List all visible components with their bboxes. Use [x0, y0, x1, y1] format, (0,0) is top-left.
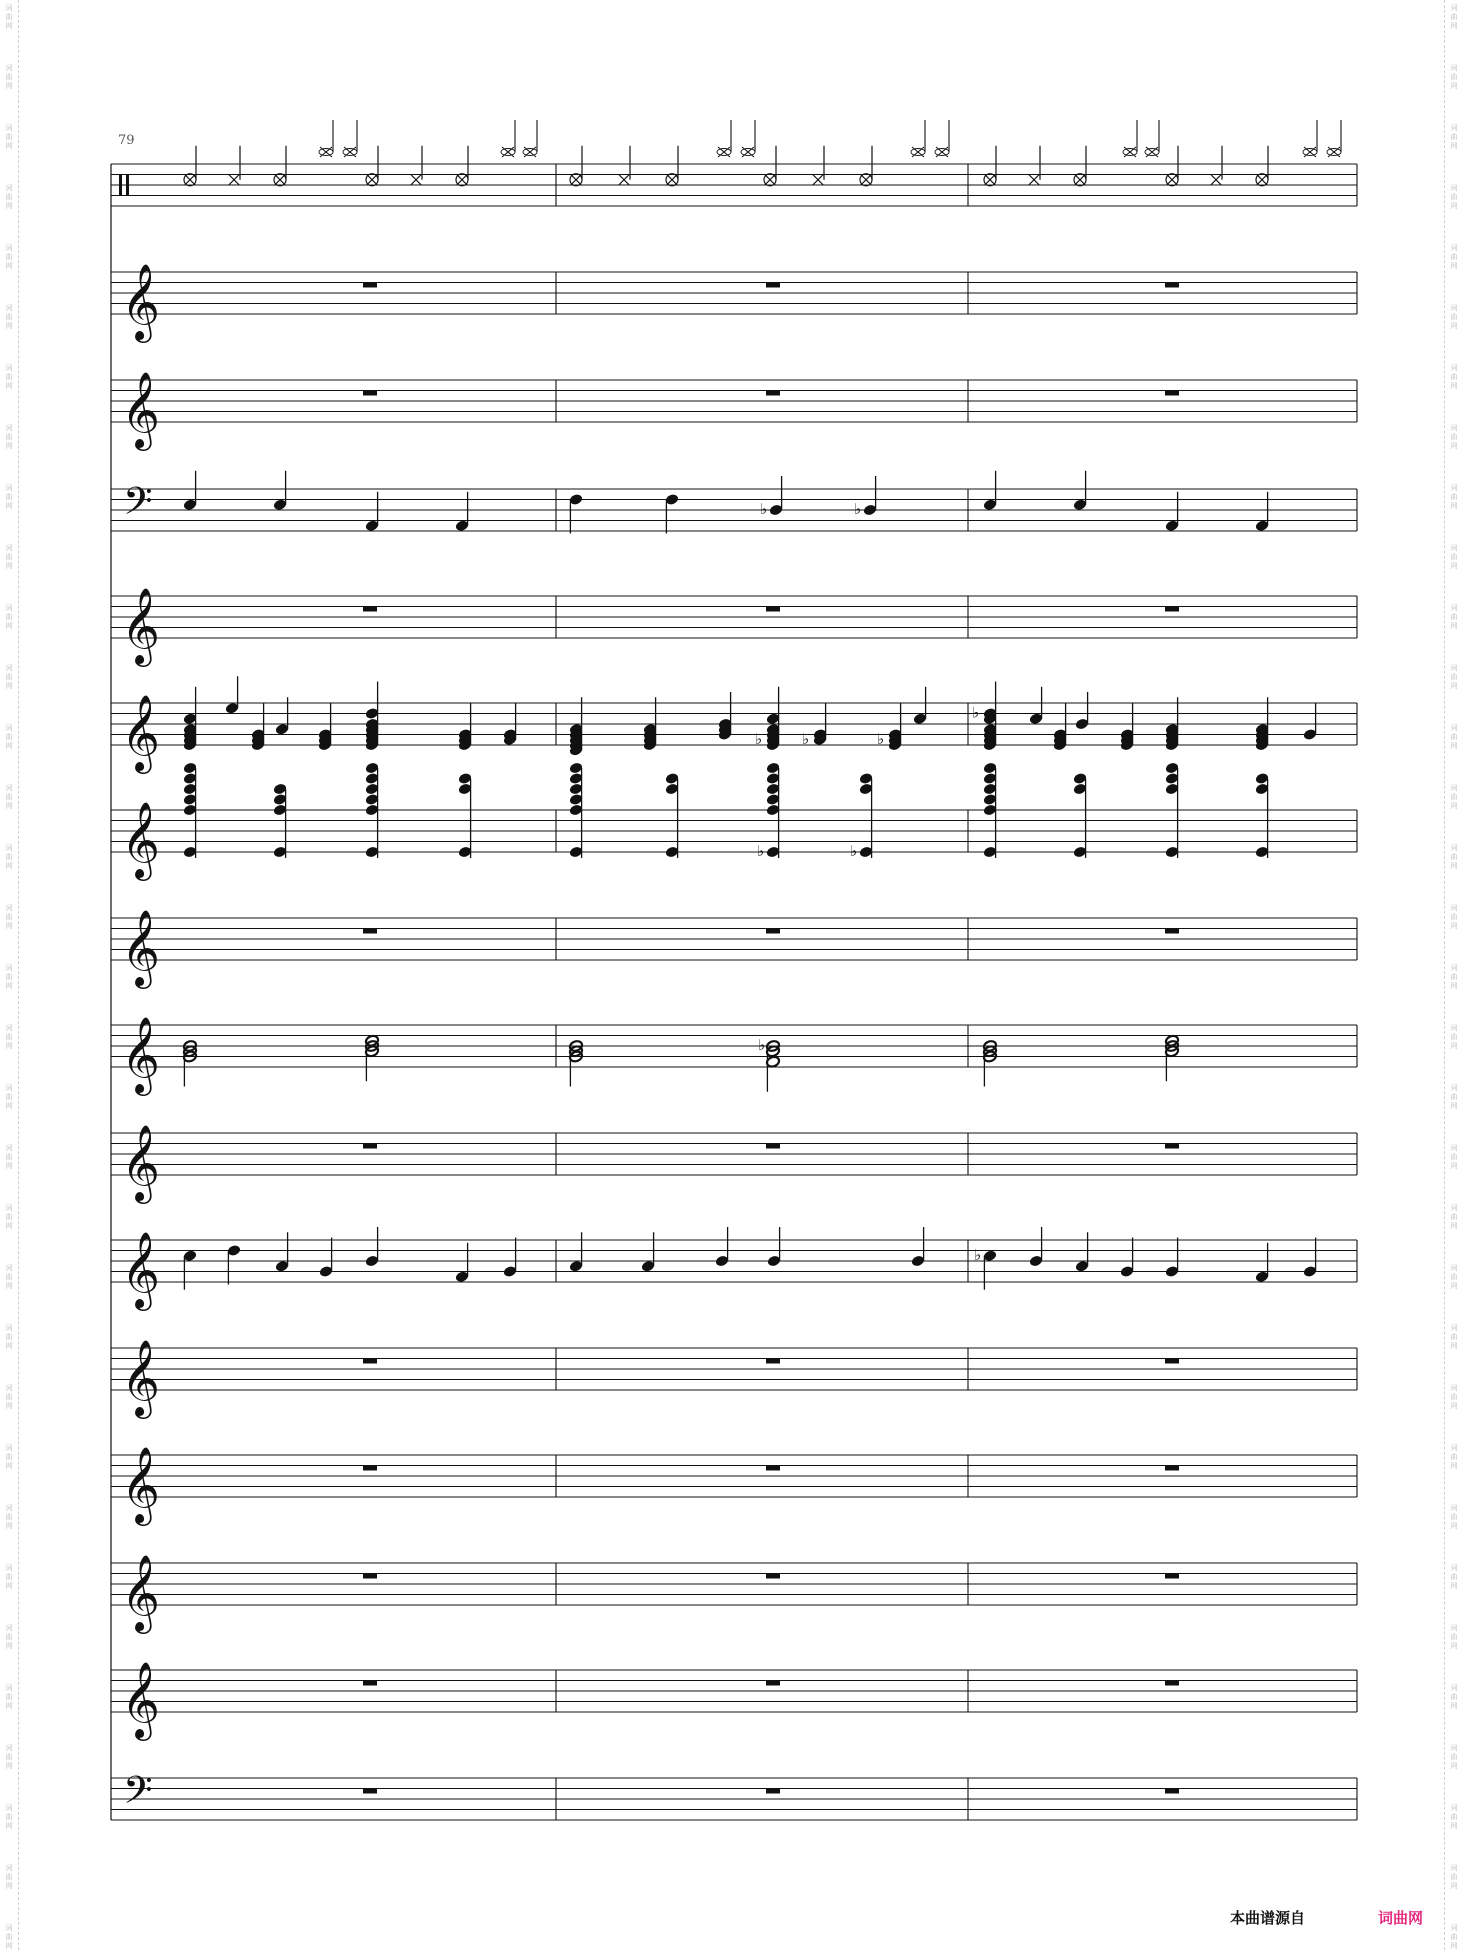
whole-rest [766, 283, 780, 288]
whole-rest [1165, 1144, 1179, 1149]
flat-sign: ♭ [850, 842, 858, 860]
whole-rest [1165, 1789, 1179, 1794]
watermark-mark: 词 曲 网 [1450, 964, 1458, 990]
watermark-mark: 词 曲 网 [5, 1924, 13, 1950]
watermark-mark: 词 曲 网 [5, 1264, 13, 1290]
percussion-clef [119, 175, 122, 196]
watermark-mark: 词 曲 网 [1450, 1324, 1458, 1350]
whole-rest [766, 1574, 780, 1579]
watermark-mark: 词 曲 网 [5, 1144, 13, 1170]
watermark-mark: 词 曲 网 [5, 424, 13, 450]
watermark-mark: 词 曲 网 [1450, 1804, 1458, 1830]
whole-rest [1165, 1466, 1179, 1471]
watermark-mark: 词 曲 网 [5, 1804, 13, 1830]
measure-number: 79 [118, 133, 135, 148]
watermark-mark: 词 曲 网 [5, 1684, 13, 1710]
watermark-mark: 词 曲 网 [1450, 124, 1458, 150]
whole-rest [766, 1681, 780, 1686]
whole-rest [766, 1144, 780, 1149]
watermark-mark: 词 曲 网 [5, 364, 13, 390]
whole-rest [766, 929, 780, 934]
watermark-mark: 词 曲 网 [5, 64, 13, 90]
treble-clef: 𝄞 [121, 1016, 161, 1093]
watermark-mark: 词 曲 网 [1450, 1444, 1458, 1470]
flat-sign: ♭ [854, 500, 862, 518]
whole-rest [1165, 391, 1179, 396]
whole-rest [766, 1466, 780, 1471]
watermark-mark: 词 曲 网 [5, 124, 13, 150]
footer-site-link[interactable]: 词曲网 [1378, 1909, 1424, 1927]
watermark-mark: 词 曲 网 [5, 304, 13, 330]
watermark-mark: 词 曲 网 [1450, 424, 1458, 450]
flat-sign: ♭ [755, 729, 763, 748]
treble-clef: 𝄞 [121, 909, 161, 986]
whole-rest [363, 1681, 377, 1686]
whole-rest [766, 391, 780, 396]
watermark-mark: 词 曲 网 [5, 244, 13, 270]
flat-sign: ♭ [802, 729, 810, 748]
watermark-mark: 词 曲 网 [1450, 1864, 1458, 1890]
treble-clef: 𝄞 [121, 1124, 161, 1201]
flat-sign: ♭ [757, 842, 765, 860]
watermark-mark: 词 曲 网 [1450, 1384, 1458, 1410]
watermark-mark: 词 曲 网 [5, 844, 13, 870]
watermark-mark: 词 曲 网 [1450, 844, 1458, 870]
watermark-mark: 词 曲 网 [1450, 1684, 1458, 1710]
whole-rest [1165, 929, 1179, 934]
watermark-mark: 词 曲 网 [5, 1024, 13, 1050]
watermark-mark: 词 曲 网 [5, 1744, 13, 1770]
watermark-mark: 词 曲 网 [5, 484, 13, 510]
bass-clef: 𝄢 [123, 1767, 153, 1822]
flat-sign: ♭ [974, 1245, 982, 1264]
watermark-mark: 词 曲 网 [5, 1384, 13, 1410]
whole-rest [766, 1359, 780, 1364]
watermark-mark: 词 曲 网 [1450, 1504, 1458, 1530]
treble-clef: 𝄞 [121, 1339, 161, 1416]
watermark-mark: 词 曲 网 [1450, 484, 1458, 510]
watermark-mark: 词 曲 网 [5, 664, 13, 690]
watermark-mark: 词 曲 网 [5, 1864, 13, 1890]
watermark-mark: 词 曲 网 [1450, 724, 1458, 750]
flat-sign: ♭ [877, 729, 885, 748]
watermark-mark: 词 曲 网 [5, 724, 13, 750]
treble-clef: 𝄞 [121, 1446, 161, 1523]
watermark-mark: 词 曲 网 [1450, 304, 1458, 330]
whole-rest [1165, 283, 1179, 288]
watermark-mark: 词 曲 网 [1450, 1144, 1458, 1170]
treble-clef: 𝄞 [121, 371, 161, 448]
whole-rest [363, 1359, 377, 1364]
watermark-mark: 词 曲 网 [1450, 604, 1458, 630]
watermark-mark: 词 曲 网 [1450, 1264, 1458, 1290]
whole-rest [363, 1574, 377, 1579]
whole-rest [363, 607, 377, 612]
watermark-mark: 词 曲 网 [1450, 1084, 1458, 1110]
watermark-mark: 词 曲 网 [1450, 244, 1458, 270]
flat-sign: ♭ [760, 500, 768, 518]
watermark-mark: 词 曲 网 [1450, 664, 1458, 690]
whole-rest [363, 929, 377, 934]
whole-rest [363, 391, 377, 396]
whole-rest [1165, 1574, 1179, 1579]
flat-sign: ♭ [972, 703, 980, 722]
watermark-mark: 词 曲 网 [5, 1204, 13, 1230]
watermark-mark: 词 曲 网 [1450, 184, 1458, 210]
flat-sign: ♭ [758, 1036, 766, 1054]
whole-rest [363, 1466, 377, 1471]
footer-source-label: 本曲谱源自 [1230, 1909, 1306, 1927]
watermark-mark: 词 曲 网 [5, 1624, 13, 1650]
watermark-mark: 词 曲 网 [5, 544, 13, 570]
treble-clef: 𝄞 [121, 1231, 161, 1308]
watermark-mark: 词 曲 网 [5, 1084, 13, 1110]
watermark-mark: 词 曲 网 [5, 964, 13, 990]
watermark-mark: 词 曲 网 [1450, 1024, 1458, 1050]
watermark-mark: 词 曲 网 [5, 1444, 13, 1470]
watermark-mark: 词 曲 网 [5, 4, 13, 30]
treble-clef: 𝄞 [121, 694, 161, 771]
treble-clef: 𝄞 [121, 263, 161, 340]
whole-rest [766, 1789, 780, 1794]
treble-clef: 𝄞 [121, 801, 161, 878]
treble-clef: 𝄞 [121, 1554, 161, 1631]
whole-rest [363, 283, 377, 288]
watermark-mark: 词 曲 网 [5, 184, 13, 210]
treble-clef: 𝄞 [121, 587, 161, 664]
whole-rest [363, 1144, 377, 1149]
watermark-mark: 词 曲 网 [5, 904, 13, 930]
watermark-mark: 词 曲 网 [1450, 904, 1458, 930]
watermark-mark: 词 曲 网 [1450, 364, 1458, 390]
watermark-mark: 词 曲 网 [1450, 544, 1458, 570]
whole-rest [1165, 1359, 1179, 1364]
watermark-mark: 词 曲 网 [5, 1324, 13, 1350]
watermark-mark: 词 曲 网 [5, 1564, 13, 1590]
watermark-mark: 词 曲 网 [1450, 1564, 1458, 1590]
watermark-mark: 词 曲 网 [1450, 1624, 1458, 1650]
whole-rest [363, 1789, 377, 1794]
whole-rest [1165, 607, 1179, 612]
bass-clef: 𝄢 [123, 478, 153, 533]
watermark-mark: 词 曲 网 [1450, 1204, 1458, 1230]
whole-rest [1165, 1681, 1179, 1686]
watermark-mark: 词 曲 网 [1450, 4, 1458, 30]
watermark-mark: 词 曲 网 [1450, 64, 1458, 90]
watermark-mark: 词 曲 网 [5, 604, 13, 630]
watermark-mark: 词 曲 网 [5, 1504, 13, 1530]
treble-clef: 𝄞 [121, 1661, 161, 1738]
watermark-mark: 词 曲 网 [5, 784, 13, 810]
percussion-clef [126, 175, 129, 196]
whole-rest [766, 607, 780, 612]
watermark-mark: 词 曲 网 [1450, 1744, 1458, 1770]
watermark-mark: 词 曲 网 [1450, 784, 1458, 810]
watermark-mark: 词 曲 网 [1450, 1924, 1458, 1950]
